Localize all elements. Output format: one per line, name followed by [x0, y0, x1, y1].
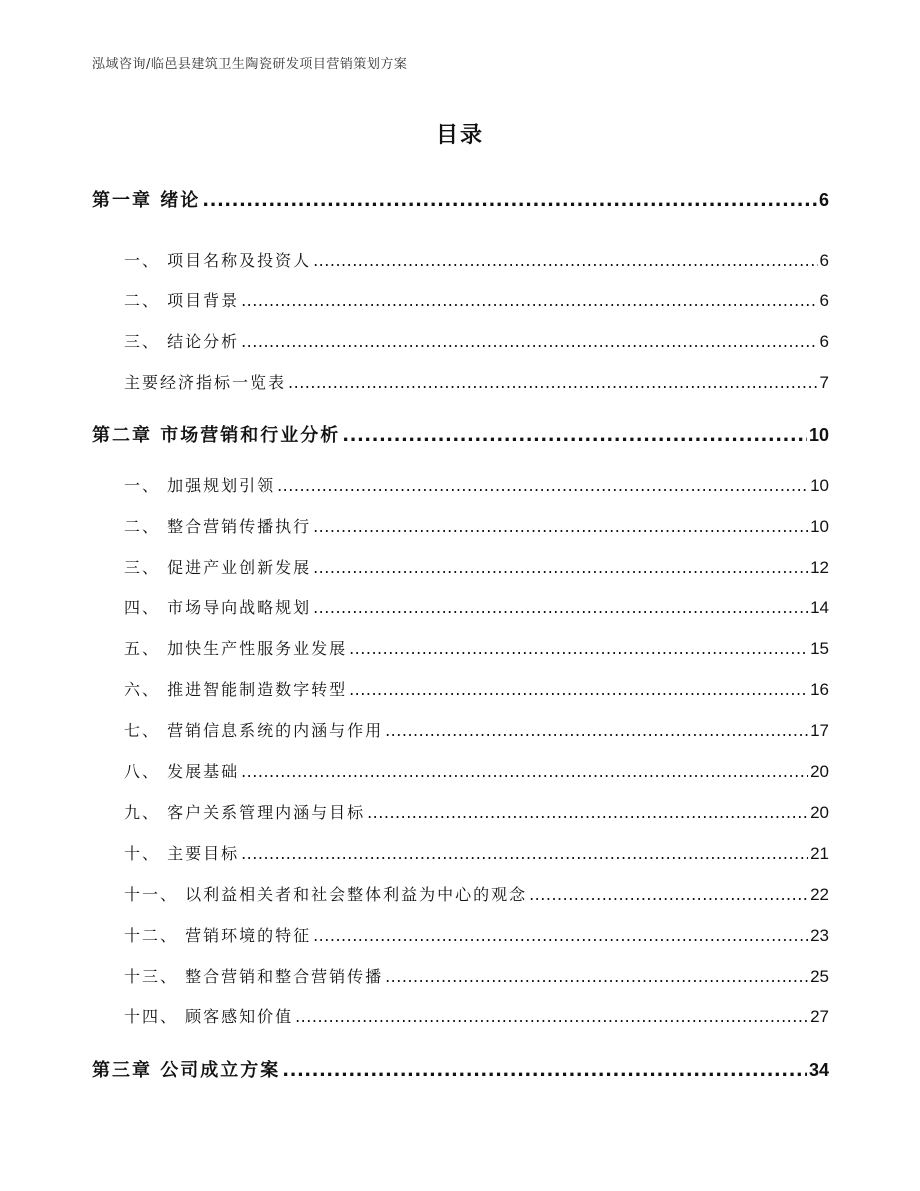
toc-dot-leader: [313, 598, 808, 617]
toc-dot-leader: [241, 762, 808, 781]
toc-entry-label: 八、 发展基础: [124, 762, 240, 781]
toc-dot-leader: [202, 190, 817, 211]
toc-dot-leader: [367, 803, 808, 822]
toc-page-number: 12: [810, 558, 829, 577]
toc-page-number: 34: [808, 1060, 829, 1080]
toc-entry[interactable]: [124, 964, 829, 987]
toc-entry[interactable]: [124, 800, 829, 823]
toc-dot-leader: [313, 517, 808, 536]
toc-entry[interactable]: [124, 636, 829, 659]
toc-entry-label: 主要经济指标一览表: [124, 373, 287, 392]
toc-entry-label: 十二、 营销环境的特征: [124, 926, 312, 945]
toc-entry[interactable]: [124, 370, 829, 393]
toc-entry-label: 十、 主要目标: [124, 844, 240, 863]
toc-dot-leader: [313, 251, 817, 270]
toc-chapter-1[interactable]: [92, 186, 829, 212]
toc-page-number: 10: [810, 476, 829, 495]
toc-dot-leader: [313, 558, 808, 577]
toc-dot-leader: [241, 844, 808, 863]
toc-entry[interactable]: [124, 555, 829, 578]
toc-entry[interactable]: [124, 329, 829, 352]
toc-page-number: 17: [810, 721, 829, 740]
toc-entry[interactable]: [124, 288, 829, 311]
toc-page-number: 10: [808, 425, 829, 445]
toc-entry-label: 三、 结论分析: [124, 332, 240, 351]
toc-entry-label: 四、 市场导向战略规划: [124, 598, 312, 617]
toc-entry-label: 五、 加快生产性服务业发展: [124, 639, 348, 658]
toc-chapter-2[interactable]: [92, 421, 829, 447]
toc-entry[interactable]: [124, 759, 829, 782]
toc-page-number: 6: [819, 251, 829, 270]
toc-dot-leader: [349, 639, 808, 658]
toc-title: 目录: [435, 123, 484, 148]
toc-page-number: 15: [810, 639, 829, 658]
toc-entry-label: 第三章 公司成立方案: [92, 1060, 281, 1081]
toc-page-number: 20: [810, 762, 829, 781]
toc-dot-leader: [342, 425, 807, 446]
toc-dot-leader: [277, 476, 808, 495]
toc-page-number: 20: [810, 803, 829, 822]
toc-entry[interactable]: [124, 1004, 829, 1027]
toc-dot-leader: [295, 1007, 808, 1026]
toc-page-number: 7: [819, 373, 829, 392]
toc-dot-leader: [385, 967, 808, 986]
toc-entry[interactable]: [124, 677, 829, 700]
toc-dot-leader: [241, 332, 817, 351]
toc-chapter-3[interactable]: [92, 1056, 829, 1082]
toc-entry[interactable]: [124, 595, 829, 618]
toc-entry-label: 十三、 整合营销和整合营销传播: [124, 967, 384, 986]
toc-dot-leader: [385, 721, 808, 740]
toc-page-number: 22: [810, 885, 829, 904]
toc-entry[interactable]: [124, 718, 829, 741]
toc-entry-label: 一、 项目名称及投资人: [124, 251, 312, 270]
toc-dot-leader: [282, 1060, 807, 1081]
toc-entry[interactable]: [124, 248, 829, 271]
toc-entry[interactable]: [124, 473, 829, 496]
toc-entry-label: 一、 加强规划引领: [124, 476, 276, 495]
toc-entry-label: 二、 整合营销传播执行: [124, 517, 312, 536]
toc-entry-label: 七、 营销信息系统的内涵与作用: [124, 721, 384, 740]
toc-page-number: 23: [810, 926, 829, 945]
toc-dot-leader: [241, 291, 817, 310]
toc-page-number: 14: [810, 598, 829, 617]
toc-entry[interactable]: [124, 514, 829, 537]
toc-entry-label: 十四、 顾客感知价值: [124, 1007, 294, 1026]
toc-page-number: 6: [819, 291, 829, 310]
toc-page-number: 6: [819, 332, 829, 351]
toc-entry-label: 九、 客户关系管理内涵与目标: [124, 803, 366, 822]
toc-page-number: 6: [818, 190, 829, 210]
toc-entry-label: 第一章 绪论: [92, 190, 201, 211]
toc-page-number: 25: [810, 967, 829, 986]
toc-page-number: 10: [810, 517, 829, 536]
toc-entry-label: 三、 促进产业创新发展: [124, 558, 312, 577]
toc-entry-label: 十一、 以利益相关者和社会整体利益为中心的观念: [124, 885, 528, 904]
toc-dot-leader: [288, 373, 818, 392]
toc-dot-leader: [313, 926, 808, 945]
toc-page-number: 16: [810, 680, 829, 699]
toc-entry[interactable]: [124, 841, 829, 864]
toc-entry[interactable]: [124, 882, 829, 905]
running-header: 泓域咨询/临邑县建筑卫生陶瓷研发项目营销策划方案: [92, 57, 408, 72]
toc-page-number: 21: [810, 844, 829, 863]
toc-entry-label: 第二章 市场营销和行业分析: [92, 425, 341, 446]
toc-entry-label: 六、 推进智能制造数字转型: [124, 680, 348, 699]
toc-dot-leader: [349, 680, 808, 699]
toc-dot-leader: [529, 885, 808, 904]
toc-entry-label: 二、 项目背景: [124, 291, 240, 310]
toc-entry[interactable]: [124, 923, 829, 946]
toc-page-number: 27: [810, 1007, 829, 1026]
